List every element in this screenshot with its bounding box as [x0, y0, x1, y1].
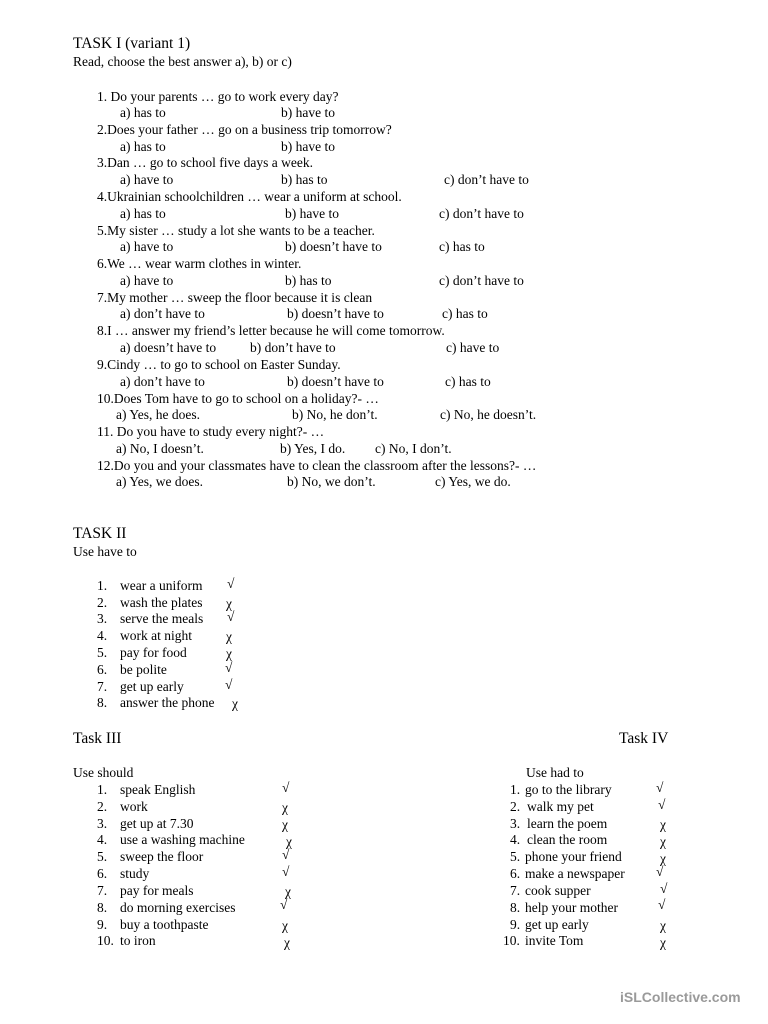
- list-item-text: clean the room: [527, 832, 608, 847]
- question-text: 10.Does Tom have to go to school on a holiday?- …: [97, 391, 379, 406]
- answer-c: c) No, he doesn’t.: [440, 407, 537, 422]
- answer-c: c) has to: [439, 239, 485, 254]
- task4-title: Task IV: [619, 730, 669, 747]
- list-number: 2.: [510, 799, 521, 814]
- list-item-text: work at night: [120, 628, 192, 643]
- task2-instruction: Use have to: [73, 544, 137, 559]
- check-mark-icon: √: [227, 576, 235, 591]
- cross-mark-icon: χ: [285, 884, 291, 899]
- list-number: 9.: [97, 917, 108, 932]
- answer-a: a) don’t have to: [120, 306, 205, 321]
- check-mark-icon: √: [658, 797, 666, 812]
- cross-mark-icon: χ: [282, 800, 288, 815]
- list-item-text: get up at 7.30: [120, 816, 194, 831]
- check-mark-icon: √: [282, 780, 290, 795]
- list-number: 4.: [510, 832, 521, 847]
- list-item-text: get up early: [525, 917, 589, 932]
- list-number: 4.: [97, 832, 108, 847]
- list-number: 3.: [510, 816, 521, 831]
- answer-c: c) has to: [445, 374, 491, 389]
- question-text: 7.My mother … sweep the floor because it is clean: [97, 290, 373, 305]
- cross-mark-icon: χ: [282, 817, 288, 832]
- answer-c: c) have to: [446, 340, 500, 355]
- list-item-text: use a washing machine: [120, 832, 245, 847]
- list-item-text: study: [120, 866, 150, 881]
- list-item-text: to iron: [120, 933, 156, 948]
- answer-c: c) don’t have to: [439, 206, 524, 221]
- answer-a: a) Yes, he does.: [116, 407, 200, 422]
- list-number: 7.: [97, 883, 108, 898]
- cross-mark-icon: χ: [660, 935, 666, 950]
- cross-mark-icon: χ: [660, 817, 666, 832]
- answer-a: a) has to: [120, 206, 166, 221]
- list-item-text: answer the phone: [120, 695, 215, 710]
- list-number: 6.: [97, 662, 108, 677]
- check-mark-icon: √: [280, 897, 288, 912]
- list-item-text: pay for food: [120, 645, 187, 660]
- task3-title: Task III: [73, 730, 122, 747]
- answer-b: b) No, he don’t.: [292, 407, 378, 422]
- question-text: 5.My sister … study a lot she wants to be a teacher.: [97, 223, 375, 238]
- question-text: 1. Do your parents … go to work every day?: [97, 89, 339, 104]
- answer-b: b) doesn’t have to: [285, 239, 382, 254]
- question-text: 2.Does your father … go on a business trip tomorrow?: [97, 122, 392, 137]
- check-mark-icon: √: [656, 864, 664, 879]
- list-number: 9.: [510, 917, 521, 932]
- task1-instruction: Read, choose the best answer a), b) or c): [73, 54, 292, 69]
- list-number: 1.: [97, 782, 108, 797]
- list-item-text: buy a toothpaste: [120, 917, 209, 932]
- list-number: 8.: [97, 900, 108, 915]
- cross-mark-icon: χ: [660, 851, 666, 866]
- check-mark-icon: √: [225, 677, 233, 692]
- list-item-text: make a newspaper: [525, 866, 625, 881]
- answer-b: b) have to: [281, 105, 335, 120]
- answer-b: b) has to: [281, 172, 328, 187]
- answer-c: c) don’t have to: [444, 172, 529, 187]
- list-item-text: walk my pet: [527, 799, 594, 814]
- question-text: 3.Dan … go to school five days a week.: [97, 155, 313, 170]
- list-item-text: get up early: [120, 679, 184, 694]
- list-number: 3.: [97, 816, 108, 831]
- list-item-text: wash the plates: [120, 595, 203, 610]
- cross-mark-icon: χ: [660, 918, 666, 933]
- answer-b: b) has to: [285, 273, 332, 288]
- watermark: iSLCollective.com: [620, 989, 741, 1005]
- list-item-text: cook supper: [525, 883, 591, 898]
- task3-instruction: Use should: [73, 765, 134, 780]
- cross-mark-icon: χ: [226, 629, 232, 644]
- answer-b: b) have to: [281, 139, 335, 154]
- answer-b: b) don’t have to: [250, 340, 336, 355]
- question-text: 9.Cindy … to go to school on Easter Sunday.: [97, 357, 341, 372]
- list-number: 7.: [510, 883, 521, 898]
- cross-mark-icon: χ: [282, 918, 288, 933]
- answer-a: a) don’t have to: [120, 374, 205, 389]
- list-number: 8.: [97, 695, 108, 710]
- list-item-text: phone your friend: [525, 849, 622, 864]
- answer-b: b) No, we don’t.: [287, 474, 376, 489]
- task1-title: TASK I (variant 1): [73, 35, 191, 52]
- answer-a: a) has to: [120, 105, 166, 120]
- answer-b: b) Yes, I do.: [280, 441, 346, 456]
- list-number: 6.: [510, 866, 521, 881]
- cross-mark-icon: χ: [226, 646, 232, 661]
- list-number: 10.: [97, 933, 114, 948]
- list-number: 5.: [510, 849, 521, 864]
- answer-a: a) have to: [120, 239, 174, 254]
- answer-a: a) have to: [120, 172, 174, 187]
- answer-c: c) No, I don’t.: [375, 441, 452, 456]
- list-number: 5.: [97, 645, 108, 660]
- answer-a: a) doesn’t have to: [120, 340, 217, 355]
- answer-b: b) have to: [285, 206, 339, 221]
- check-mark-icon: √: [656, 780, 664, 795]
- list-item-text: sweep the floor: [120, 849, 204, 864]
- list-number: 8.: [510, 900, 521, 915]
- check-mark-icon: √: [660, 881, 668, 896]
- cross-mark-icon: χ: [660, 834, 666, 849]
- check-mark-icon: √: [225, 660, 233, 675]
- list-number: 1.: [510, 782, 521, 797]
- list-number: 2.: [97, 799, 108, 814]
- check-mark-icon: √: [282, 847, 290, 862]
- list-item-text: help your mother: [525, 900, 618, 915]
- answer-a: a) No, I doesn’t.: [116, 441, 204, 456]
- answer-c: c) don’t have to: [439, 273, 524, 288]
- list-number: 7.: [97, 679, 108, 694]
- answer-a: a) have to: [120, 273, 174, 288]
- answer-c: c) Yes, we do.: [435, 474, 511, 489]
- list-number: 5.: [97, 849, 108, 864]
- list-number: 6.: [97, 866, 108, 881]
- list-item-text: pay for meals: [120, 883, 194, 898]
- list-item-text: be polite: [120, 662, 167, 677]
- question-text: 8.I … answer my friend’s letter because he will come tomorrow.: [97, 323, 445, 338]
- answer-a: a) has to: [120, 139, 166, 154]
- question-text: 12.Do you and your classmates have to clean the classroom after the lessons?- …: [97, 458, 537, 473]
- answer-b: b) doesn’t have to: [287, 374, 384, 389]
- list-item-text: go to the library: [525, 782, 612, 797]
- question-text: 6.We … wear warm clothes in winter.: [97, 256, 302, 271]
- task4-instruction: Use had to: [526, 765, 584, 780]
- question-text: 11. Do you have to study every night?- …: [97, 424, 325, 439]
- cross-mark-icon: χ: [226, 596, 232, 611]
- cross-mark-icon: χ: [232, 696, 238, 711]
- check-mark-icon: √: [282, 864, 290, 879]
- list-item-text: learn the poem: [527, 816, 608, 831]
- check-mark-icon: √: [658, 897, 666, 912]
- cross-mark-icon: χ: [286, 834, 292, 849]
- answer-b: b) doesn’t have to: [287, 306, 384, 321]
- list-number: 4.: [97, 628, 108, 643]
- check-mark-icon: √: [227, 609, 235, 624]
- list-item-text: serve the meals: [120, 611, 204, 626]
- list-number: 1.: [97, 578, 108, 593]
- list-item-text: invite Tom: [525, 933, 584, 948]
- list-number: 2.: [97, 595, 108, 610]
- list-item-text: work: [120, 799, 148, 814]
- list-item-text: do morning exercises: [120, 900, 236, 915]
- question-text: 4.Ukrainian schoolchildren … wear a uniform at school.: [97, 189, 402, 204]
- list-item-text: wear a uniform: [120, 578, 203, 593]
- list-number: 10.: [503, 933, 520, 948]
- list-item-text: speak English: [120, 782, 196, 797]
- task2-title: TASK II: [73, 525, 127, 542]
- list-number: 3.: [97, 611, 108, 626]
- cross-mark-icon: χ: [284, 935, 290, 950]
- answer-c: c) has to: [442, 306, 488, 321]
- answer-a: a) Yes, we does.: [116, 474, 203, 489]
